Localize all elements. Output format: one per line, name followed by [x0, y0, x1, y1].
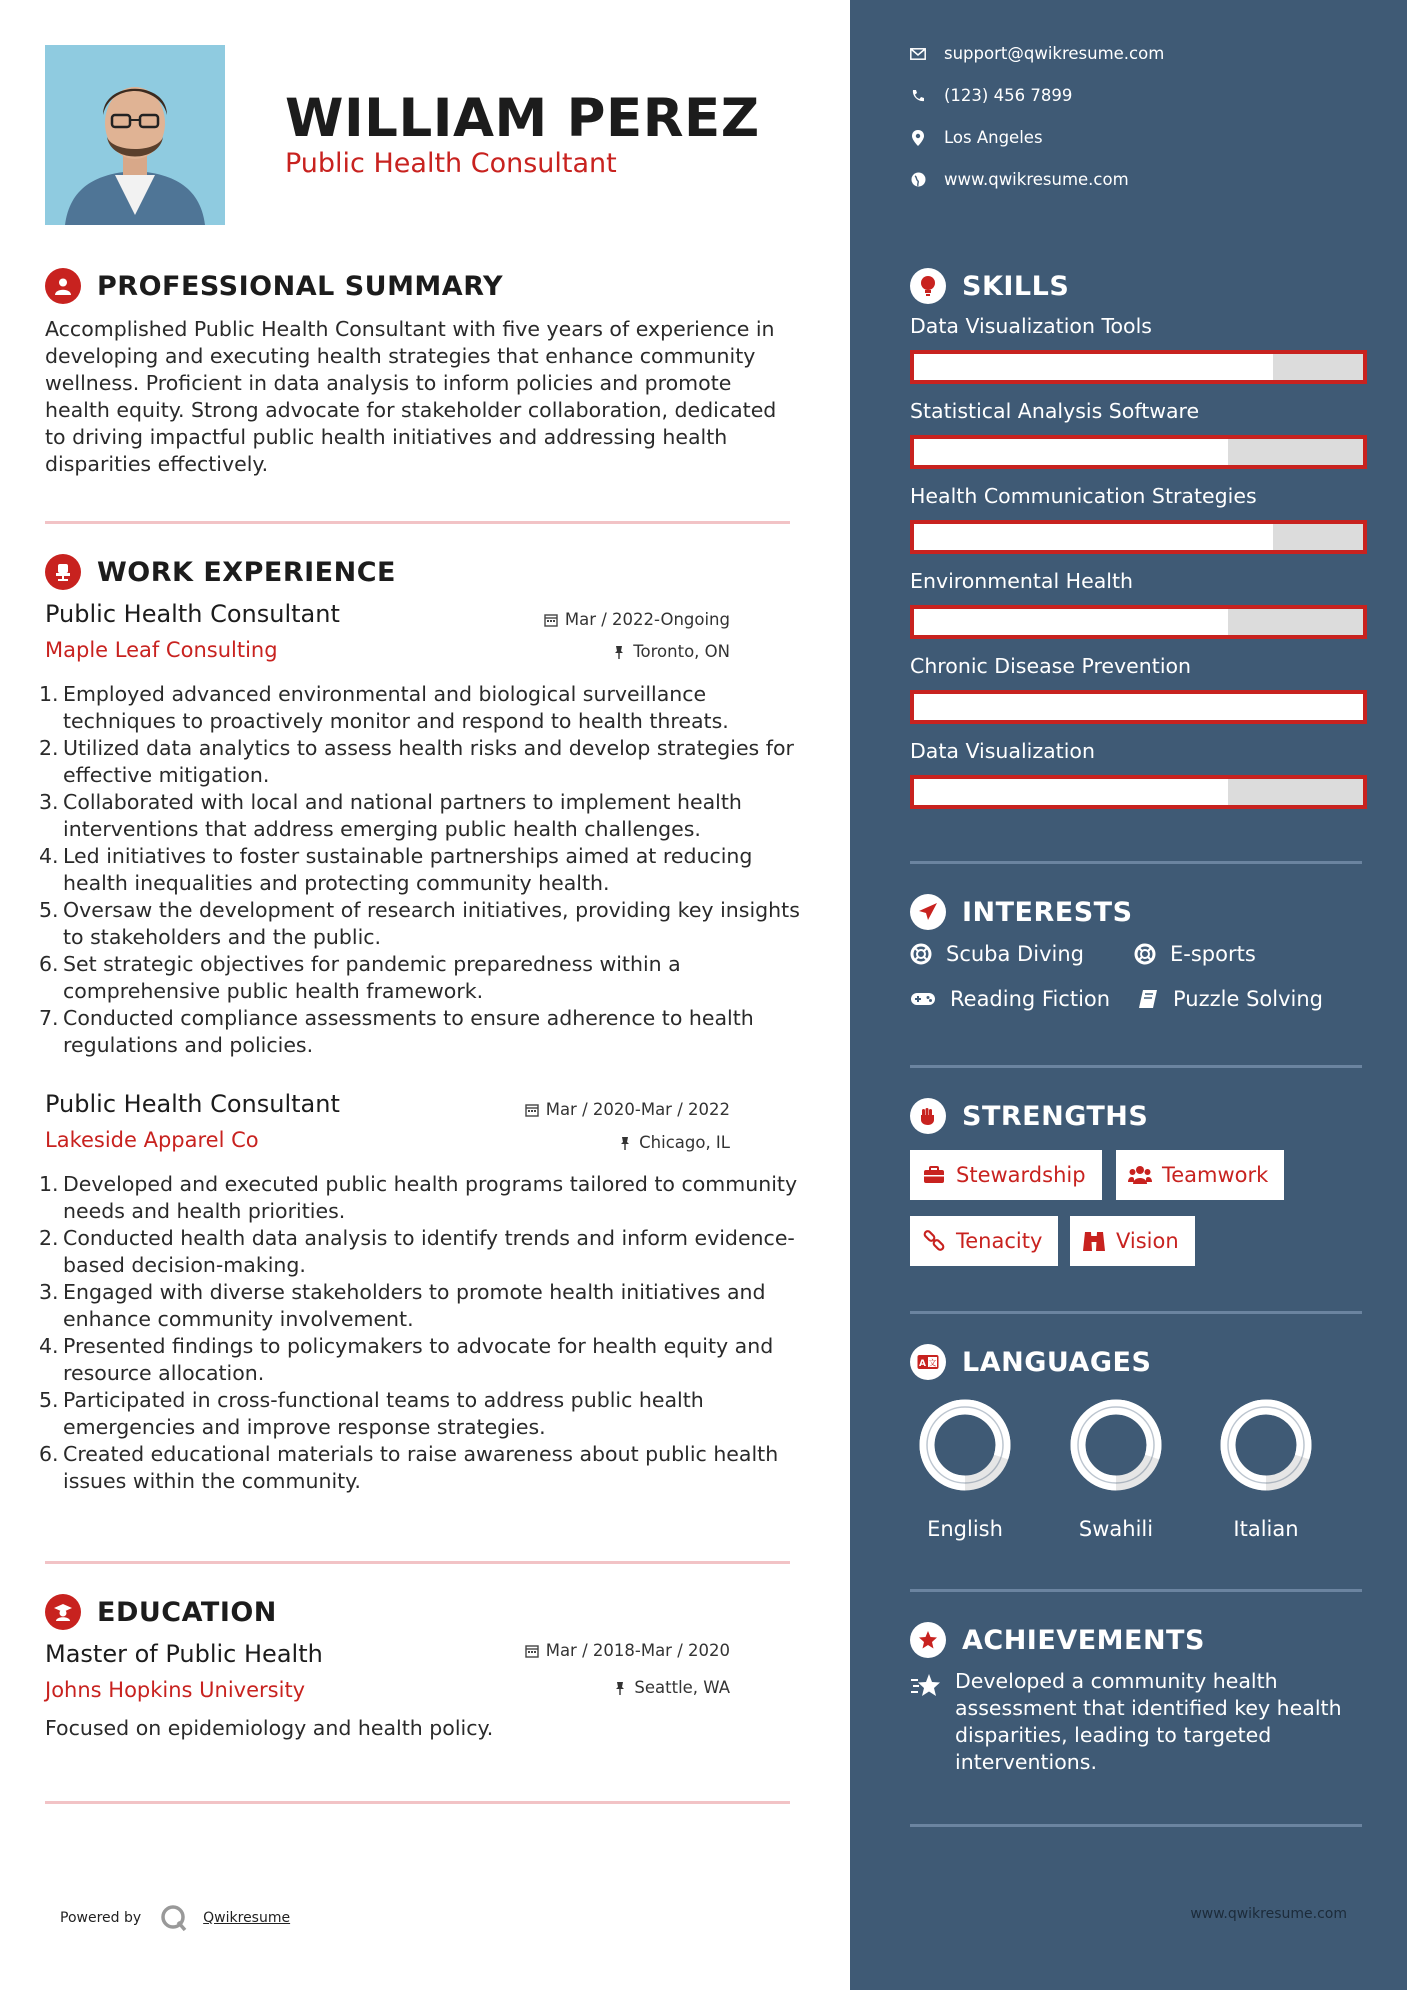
skill-bar [910, 605, 1367, 639]
star-burst-icon [910, 1622, 946, 1658]
experience-heading [45, 554, 396, 590]
language-ring [1066, 1395, 1166, 1495]
list-item: 1. Employed advanced environmental and biological surveillance techniques to proactively monitor and respond to health threats. [39, 682, 729, 733]
skill-bar-fill [914, 354, 1273, 380]
footer-url[interactable]: www.qwikresume.com [1190, 1906, 1347, 1922]
strength-label: Tenacity [956, 1229, 1043, 1253]
powered-by-text: Powered by [60, 1910, 142, 1926]
qwikresume-link[interactable]: Qwikresume [203, 1910, 291, 1926]
gamepad-icon [910, 988, 936, 1010]
skill-name: Health Communication Strategies [910, 484, 1257, 508]
job-company: Maple Leaf Consulting [45, 638, 278, 662]
contact-location [910, 128, 1043, 147]
lifebuoy-icon [1134, 943, 1156, 965]
job-bullets [39, 681, 805, 1059]
graduate-icon [45, 1594, 81, 1630]
skill-bar-fill [914, 694, 1363, 720]
skill-name: Data Visualization [910, 739, 1095, 763]
skill-name: Statistical Analysis Software [910, 399, 1200, 423]
contact-email-text[interactable]: support@qwikresume.com [944, 44, 1165, 63]
profile-photo [45, 45, 225, 225]
divider [910, 1311, 1362, 1314]
skill-name: Environmental Health [910, 569, 1133, 593]
strength-badge [910, 1150, 1102, 1200]
strengths-heading [910, 1098, 1148, 1134]
qwikresume-logo-icon [159, 1903, 189, 1933]
job-title: Public Health Consultant [45, 600, 340, 628]
skill-bar-fill [914, 779, 1228, 805]
globe-icon [910, 172, 926, 188]
skill-bar [910, 690, 1367, 724]
skill-bar-fill [914, 439, 1228, 465]
job-title: Public Health Consultant [45, 1090, 340, 1118]
language-item [1211, 1395, 1321, 1541]
education-location-text: Seattle, WA [634, 1678, 730, 1697]
book-icon [1137, 988, 1159, 1010]
job-dates-text: Mar / 2022-Ongoing [564, 610, 730, 629]
skill-bar-fill [914, 524, 1273, 550]
sidebar [850, 0, 1407, 1990]
interests-heading [910, 894, 1133, 930]
divider [45, 1801, 790, 1804]
education-dates [525, 1641, 730, 1660]
job-dates [525, 1100, 730, 1119]
interest-item [1137, 987, 1323, 1011]
interest-item [910, 987, 1110, 1011]
divider [910, 861, 1362, 864]
users-icon [1128, 1163, 1152, 1187]
skill-bar [910, 520, 1367, 554]
fist-icon [910, 1098, 946, 1134]
job-location [612, 642, 730, 661]
pushpin-icon [618, 1136, 632, 1150]
interest-item [910, 942, 1084, 966]
lifebuoy-icon [910, 943, 932, 965]
skill-bar-fill [914, 609, 1228, 635]
language-ring [1216, 1395, 1316, 1495]
languages-title: LANGUAGES [962, 1346, 1152, 1378]
chair-icon [45, 554, 81, 590]
language-label: Swahili [1078, 1517, 1154, 1541]
contact-location-text: Los Angeles [944, 128, 1043, 147]
paper-plane-icon [910, 894, 946, 930]
map-pin-icon [910, 130, 926, 146]
envelope-icon [910, 46, 926, 62]
degree-title: Master of Public Health [45, 1640, 323, 1668]
list-item: 3. Collaborated with local and national partners to implement health interventions that address emerging public health challenges. [39, 790, 742, 841]
list-item: 3. Engaged with diverse stakeholders to promote health initiatives and enhance community involvement. [39, 1280, 766, 1331]
candidate-name: WILLIAM PEREZ [285, 88, 760, 149]
list-item: 6. Set strategic objectives for pandemic preparedness within a comprehensive public health framework. [39, 952, 681, 1003]
job-location-text: Toronto, ON [633, 642, 730, 661]
interests-title: INTERESTS [962, 896, 1133, 928]
job-dates-text: Mar / 2020-Mar / 2022 [545, 1100, 730, 1119]
divider [910, 1589, 1362, 1592]
calendar-icon [525, 1103, 539, 1117]
strength-label: Vision [1116, 1229, 1179, 1253]
job-bullets [39, 1171, 805, 1495]
pushpin-icon [612, 645, 626, 659]
svg-text:A: A [919, 1359, 926, 1369]
interest-label: Puzzle Solving [1173, 987, 1323, 1011]
job-location [618, 1133, 730, 1152]
language-ring [915, 1395, 1015, 1495]
language-item [1061, 1395, 1171, 1541]
contact-website-text[interactable]: www.qwikresume.com [944, 170, 1129, 189]
pushpin-icon [613, 1681, 627, 1695]
skills-title: SKILLS [962, 270, 1070, 302]
list-item: 1. Developed and executed public health programs tailored to community needs and health priorities. [39, 1172, 798, 1223]
calendar-icon [525, 1644, 539, 1658]
school-name: Johns Hopkins University [45, 1678, 306, 1702]
skill-bar [910, 775, 1367, 809]
experience-title: WORK EXPERIENCE [97, 556, 396, 588]
list-item: 6. Created educational materials to raise awareness about public health issues within the community. [39, 1442, 779, 1493]
education-location [613, 1678, 730, 1697]
strengths-title: STRENGTHS [962, 1100, 1149, 1132]
powered-by [60, 1903, 290, 1933]
calendar-icon [544, 613, 558, 627]
interest-label: Reading Fiction [950, 987, 1111, 1011]
education-description: Focused on epidemiology and health policy. [45, 1716, 494, 1740]
languages-heading [910, 1344, 1151, 1380]
summary-heading [45, 268, 503, 304]
divider [910, 1824, 1362, 1827]
strength-badge [910, 1216, 1058, 1266]
skill-name: Data Visualization Tools [910, 314, 1152, 338]
binoculars-icon [1082, 1229, 1106, 1253]
skills-heading [910, 268, 1069, 304]
interest-label: E-sports [1170, 942, 1256, 966]
language-item [910, 1395, 1020, 1541]
interest-label: Scuba Diving [946, 942, 1084, 966]
phone-icon [910, 88, 926, 104]
list-item: 7. Conducted compliance assessments to ensure adherence to health regulations and policies. [39, 1006, 754, 1057]
svg-text:文: 文 [928, 1358, 937, 1368]
contact-phone [910, 86, 1072, 105]
interest-item [1134, 942, 1256, 966]
strength-badge [1070, 1216, 1195, 1266]
briefcase-icon [922, 1163, 946, 1187]
link-icon [922, 1229, 946, 1253]
candidate-title: Public Health Consultant [285, 148, 617, 179]
education-title: EDUCATION [97, 1596, 277, 1628]
list-item: 5. Participated in cross-functional teams to address public health emergencies and improve response strategies. [39, 1388, 704, 1439]
summary-text: Accomplished Public Health Consultant with five years of experience in developing and executing health strategies that enhance community wellness. Proficient in data analysis to inform policies and promote health equity. Strong advocate for stakeholder collaboration, dedicated to driving impactful public health initiatives and addressing health disparities effectively. [45, 317, 777, 476]
language-label: English [927, 1517, 1003, 1541]
achievements-heading [910, 1622, 1205, 1658]
education-dates-text: Mar / 2018-Mar / 2020 [545, 1641, 730, 1660]
list-item: 5. Oversaw the development of research initiatives, providing key insights to stakeholders and the public. [39, 898, 800, 949]
strength-label: Teamwork [1162, 1163, 1269, 1187]
list-item: 4. Presented findings to policymakers to advocate for health equity and resource allocation. [39, 1334, 774, 1385]
list-item: 2. Conducted health data analysis to identify trends and inform evidence-based decision-making. [39, 1226, 795, 1277]
divider [45, 1561, 790, 1564]
achievement-text: Developed a community health assessment that identified key health disparities, leading to targeted interventions. [955, 1669, 1342, 1774]
language-label: Italian [1233, 1517, 1299, 1541]
contact-email [910, 44, 1164, 63]
education-heading [45, 1594, 277, 1630]
star-icon [910, 1672, 942, 1700]
job-location-text: Chicago, IL [639, 1133, 730, 1152]
strength-badge [1116, 1150, 1284, 1200]
achievements-title: ACHIEVEMENTS [962, 1624, 1205, 1656]
job-company: Lakeside Apparel Co [45, 1128, 259, 1152]
skill-bar [910, 350, 1367, 384]
contact-website [910, 170, 1129, 189]
divider [45, 521, 790, 524]
translate-icon [910, 1344, 946, 1380]
contact-phone-text: (123) 456 7899 [944, 86, 1073, 105]
skill-name: Chronic Disease Prevention [910, 654, 1192, 678]
strength-label: Stewardship [956, 1163, 1086, 1187]
summary-title: PROFESSIONAL SUMMARY [97, 270, 504, 302]
user-icon [45, 268, 81, 304]
skill-bar [910, 435, 1367, 469]
lightbulb-icon [910, 268, 946, 304]
list-item: 2. Utilized data analytics to assess health risks and develop strategies for effective mitigation. [39, 736, 794, 787]
divider [910, 1065, 1362, 1068]
list-item: 4. Led initiatives to foster sustainable partnerships aimed at reducing health inequalities and protecting community health. [39, 844, 753, 895]
job-dates [544, 610, 730, 629]
